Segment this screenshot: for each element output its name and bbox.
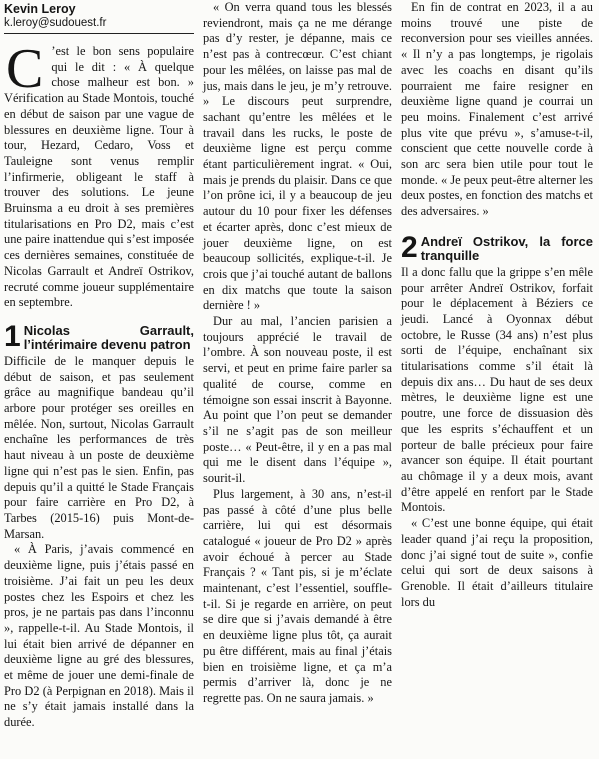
s1-paragraph-2: « À Paris, j’avais commencé en deuxième ligne, puis j’étais passé en troisième. J’ai fait un peu les deux postes chez les Espoirs et chez les pros, je ne partais pas dans l’inconnu », rappelle-t-il. Au Stade Montois, il lui était bien arrivé de dépanner en deuxième ligne au gré des blessures, et même de jouer une demi-finale de Pro D2 (à Perpignan en 2018). Mais il ne s’y était jamais installé dans la durée. [4, 542, 194, 730]
drop-cap: C [6, 38, 44, 100]
column-2 [203, 0, 392, 707]
author-name: Kevin Leroy [4, 2, 76, 16]
s2-paragraph-1: Il a donc fallu que la grippe s’en mêle pour arrêter Andreï Ostrikov, forfait pour le déplacement à Béziers ce jeudi. Lancé à Oyonnax début octobre, le Russe (34 ans) n’est plus sorti de l’équipe, enchaînant six titularisations comme s’il était là depuis dix ans… Du haut de ses deux mètres, le deuxième ligne est une poutre, une force de dissuasion dès que les esprits s’échauffent et un porteur de balle précieux pour faire avancer son équipe. Il était pourtant au chômage il y a deux mois, avant d’être appelé en renfort par le Stade Montois. [401, 264, 593, 515]
section-2-heading [401, 230, 593, 264]
column-3 [401, 0, 593, 610]
s1-paragraph-1: Difficile de le manquer depuis le début de saison, et pas seulement grâce au magnifique bandeau qu’il arbore pour protéger ses oreilles en mêlée. Non, surtout, Nicolas Garrault enchaîne les performances de très haut niveau à un poste de deuxième ligne qui n’est pas le sien. Enfin, pas depuis qu’il a quitté le Stade Français pour faire carrière en Pro D2, à Tarbes (2015-16) puis Mont-de-Marsan. [4, 353, 194, 541]
intro-paragraph: ’est le bon sens populaire qui le dit : « À quelque chose malheur est bon. » Vérification au Stade Montois, touché en début de saison par une vague de blessures en deuxième ligne. Tour à tour, Hezard, Cedaro, Voss et Tauleigne sont venus remplir l’infirmerie, obligeant le staff à trouver des solutions. Le jeune Bruinsma a eu droit à ses premières titularisations en Pro D2, mais c’est une paire inattendue qui s’est imposée ces dernières semaines, constituée de Nicolas Garrault et Andreï Ostrikov, recruté comme joueur supplémentaire en septembre. [4, 44, 194, 310]
s1-paragraph-6: En fin de contrat en 2023, il a au moins trouvé une piste de reconversion pour ses vieilles années. « Il n’y a pas longtemps, je rigolais avec les coachs en disant qu’ils pourraient me faire resigner en deuxième ligne quand je courrai un peu moins. Finalement c’est arrivé plus vite que prévu », s’amuse-t-il, conscient que cette nouvelle corde à son arc sera bien utile pour tout le monde. « Je peux peut-être alterner les deux postes, en fonction des matchs et des adversaires. » [401, 0, 593, 219]
author-email[interactable]: k.leroy@sudouest.fr [4, 17, 107, 29]
column-1 [4, 0, 194, 731]
s1-paragraph-5: Plus largement, à 30 ans, n’est-il pas passé à côté d’une plus belle carrière, lui qui est désormais catalogué « joueur de Pro D2 » après avoir échoué à percer au Stade Français ? « Tant pis, si je m’éclate maintenant, c’est l’essentiel, souffle-t-il. Si je regarde en arrière, on peut se dire que si j’avais demandé à être en deuxième ligne plus tôt, ça aurait pu être différent, mais au final j’étais bien en troisième ligne, et ça m’a permis d’arriver là, donc je ne regrette pas. On ne saura jamais. » [203, 486, 392, 705]
section-2-number: 2 [401, 230, 418, 264]
s1-paragraph-4: Dur au mal, l’ancien parisien a toujours apprécié le travail de l’ombre. À son nouveau poste, il est servi, et peut en prime faire parler sa qualité de course, comme en témoigne son essai inscrit à Bayonne. Au point que l’on peut se demander s’il ne s’agit pas de son meilleur poste… « Peut-être, il y en a pas mal qui me le disent dans l’équipe », sourit-il. [203, 314, 392, 486]
section-1-title: Nicolas Garrault, l’intérimaire devenu patron [23, 322, 194, 352]
section-2-title: Andreï Ostrikov, la force tranquille [420, 233, 593, 263]
s1-paragraph-3: « On verra quand tous les blessés reviendront, mais ça ne me dérange pas d’y rester, je dépanne, mais ce n’est pas à contrecœur. C’est chiant pour les mêlées, on laisse pas mal de jus, mais dans le jeu, je m’y retrouve. » Le discours peut surprendre, sachant qu’entre les mêlées et le travail dans les rucks, le poste de deuxième ligne est perçu comme étant particulièrement ingrat. « Oui, mais je prends du plaisir. Dans ce que l’on prône ici, il y a beaucoup de jeu autour du 10 pour fixer les défenses et écarter après, donc c’est mieux de jouer deuxième ligne, on est beaucoup sollicités, explique-t-il. Je crois que j’ai touché autant de ballons en dix matchs que toute la saison dernière ! » [203, 0, 392, 313]
section-1-number: 1 [4, 319, 21, 353]
s2-paragraph-2: « C’est une bonne équipe, qui était leader quand j’ai reçu la proposition, donc j’ai signé tout de suite », confie celui qui sort de deux saisons à Grenoble. Il était d’ailleurs titulaire lors du [401, 516, 593, 609]
intro [4, 38, 194, 311]
section-1-heading [4, 319, 194, 353]
byline-divider [4, 33, 194, 34]
